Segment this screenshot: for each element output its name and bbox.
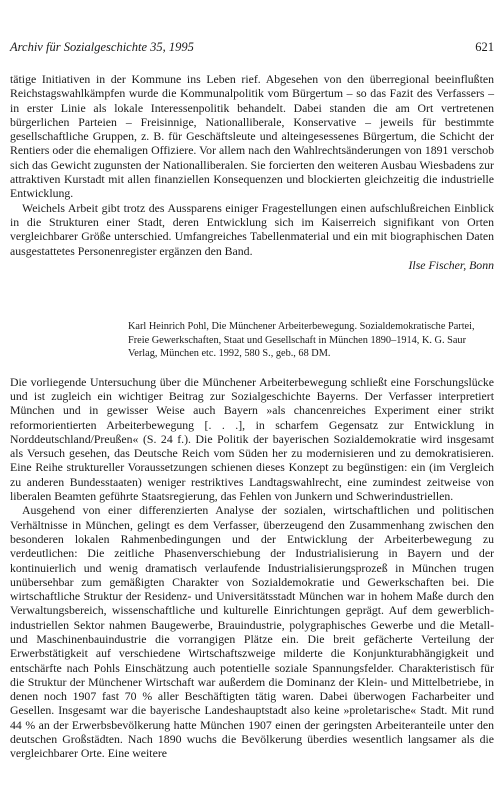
running-header bbox=[10, 40, 494, 55]
journal-title: Archiv für Sozialgeschichte 35, 1995 bbox=[10, 40, 194, 54]
page-number: 621 bbox=[475, 40, 494, 54]
review1-paragraph-2: Weichels Arbeit gibt trotz des Aussparens einiger Fragestellungen einen aufschlußreichen Einblick in die Strukturen einer Stadt, deren Entwicklung sich im Kaiserreich signifikant von Orten vergleichbarer Größe unterschied. Umfangreiches Tabellenmaterial und ein mit biographischen Daten ausgestattetes Personenregister ergänzen den Band. bbox=[10, 200, 494, 258]
review2-paragraph-1: Die vorliegende Untersuchung über die Münchener Arbeiterbewegung schließt eine Forschungslücke und ist zugleich ein wichtiger Beitrag zur Sozialgeschichte Bayerns. Der Verfasser interpretiert München und in gewisser Weise auch Bayern »als chancenreiches Experiment einer strikt reformorientierten Arbeiterbewegung [. . .], in scharfem Gegensatz zur Entwicklung in Norddeutschland/Preußen« (S. 24 f.). Die Politik der bayerischen Sozialdemokratie wird insgesamt als Versuch gesehen, das Deutsche Reich vom Süden her zu modernisieren und zu demokratisieren. Eine Reihe struktureller Voraussetzungen schienen dieses Konzept zu begünstigen: ein (im Vergleich zu anderen Bundesstaaten) weniger restriktives Landtagswahlrecht, eine zumindest zeitweise von liberalen Beamten geführte Staatsregierung, das Fehlen von Junkern und Schwerindustriellen. bbox=[10, 374, 494, 504]
reviewer-signature: Ilse Fischer, Bonn bbox=[408, 257, 494, 272]
review1-paragraph-1: tätige Initiativen in der Kommune ins Leben rief. Abgesehen von den überregional beeinflußten Reichstagswahlkämpfen wurde die Kommunalpolitik vom Bürgertum – so das Fazit des Verfassers – in erster Linie als lokale Interessenpolitik behandelt. Dabei standen die am Ort vertretenen bürgerlichen Parteien – Freisinnige, Nationalliberale, Konservative – jeweils für bestimmte gesellschaftliche Gruppen, z. B. für Geschäftsleute und alteingesessenes Bürgertum, die Schicht der Rentiers oder die ehemaligen Offiziere. Vor allem nach den Wahlrechtsänderungen von 1891 verschob sich das Gewicht zugunsten der Nationalliberalen. Sie forcierten den weiteren Ausbau Wiesbadens zur attraktiven Kurstadt mit allen finanziellen Konsequenzen und blockierten gleichzeitig die industrielle Entwicklung. bbox=[10, 72, 494, 201]
page-content bbox=[10, 72, 494, 761]
book-citation: Karl Heinrich Pohl, Die Münchener Arbeiterbewegung. Sozialdemokratische Partei, Freie Gewerkschaften, Staat und Gesellschaft in München 1890–1914, K. G. Saur Verlag, München etc. 1992, 580 S., geb., 68 DM. bbox=[128, 321, 475, 360]
review2-paragraph-2: Ausgehend von einer differenzierten Analyse der sozialen, wirtschaftlichen und politischen Verhältnisse in München, gelingt es dem Verfasser, überzeugend den Zusammenhang zwischen den besonderen lokalen Rahmenbedingungen und der Entwicklung der Arbeiterbewegung zu verdeutlichen: Die zeitliche Phasenverschiebung der Industrialisierung in Bayern und der kontinuierlich und wenig dramatisch verlaufende Industrialisierungsprozeß in München trugen unübersehbar zum gemäßigten Charakter von Sozialdemokratie und Gewerkschaften bei. Die wirtschaftliche Struktur der Residenz- und Universitätsstadt München war in hohem Maße durch den Verwaltungsbereich, wissenschaftliche und kulturelle Einrichtungen geprägt. Auf dem gewerblich-industriellen Sektor nahmen Baugewerbe, Brauindustrie, polygraphisches Gewerbe und die Metall- und Maschinenbauindustrie die vorrangigen Plätze ein. Die breit gefächerte Verteilung der Erwerbstätigkeit auf verschiedene Wirtschaftszweige milderte die Konjunkturabhängigkeit und entschärfte nach Pohls Einschätzung auch potentielle soziale Spannungsfelder. Charakteristisch für die Struktur der Münchener Wirtschaft war außerdem die Dominanz der Klein- und Mittelbetriebe, in denen noch 1907 fast 70 % aller Beschäftigten tätig waren. Dabei überwogen Facharbeiter und Gesellen. Insgesamt war die bayerische Landeshauptstadt also keine »proletarische« Stadt. Mit rund 44 % an der Erwerbsbevölkerung hatte München 1907 einen der geringsten Arbeiteranteile unter den deutschen Großstädten. Nach 1890 wuchs die Bevölkerung überdies wesentlich langsamer als die vergleichbarer Orte. Eine weitere bbox=[10, 503, 494, 761]
